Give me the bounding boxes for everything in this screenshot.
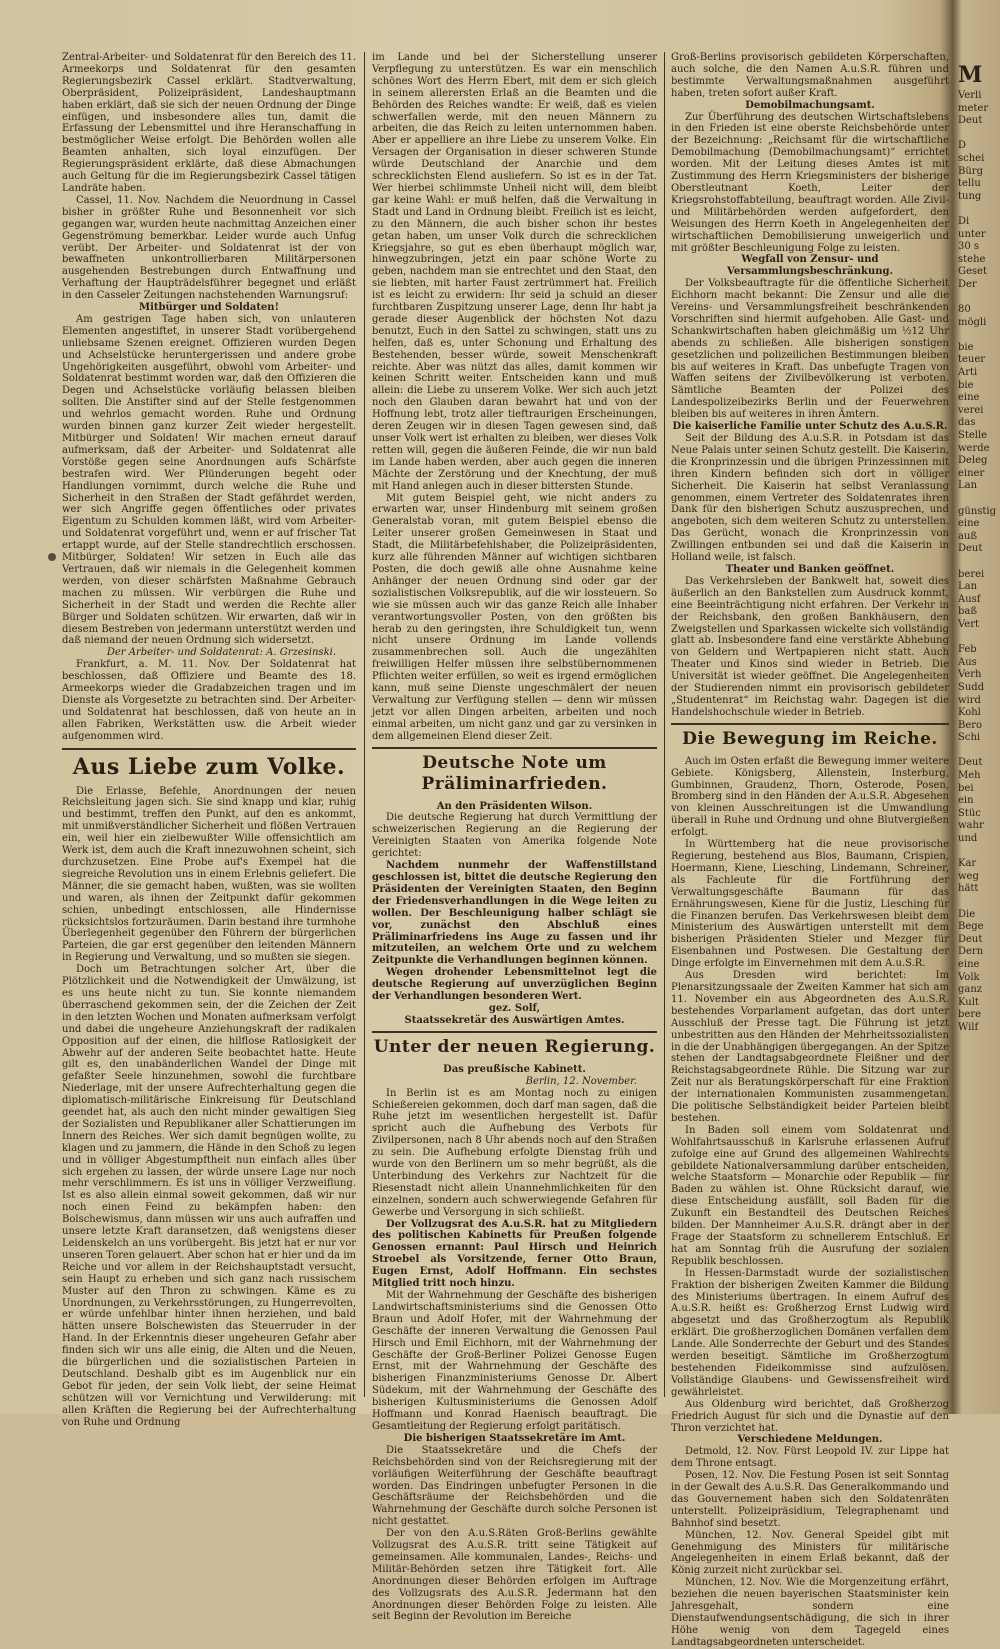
next-page-line: Schi [958, 732, 981, 744]
next-page-line: hätt [958, 883, 979, 895]
next-page-fragment [958, 60, 1000, 1400]
subheading: Das preußische Kabinett. [443, 1063, 586, 1075]
column-rule-1 [364, 52, 365, 1397]
article-paragraph: Die deutsche Regierung hat durch Vermittlung der schweizerischen Regierung an die Regierung der Vereinigten Staaten von Amerika folgende Note gerichtet: [372, 812, 657, 860]
next-page-line: bie [958, 341, 974, 353]
next-page-line: günstig [958, 505, 997, 517]
next-page-line: das [958, 417, 976, 429]
next-page-line: Verh [958, 669, 982, 681]
article-paragraph: Groß-Berlins provisorisch gebildeten Körperschaften, auch solche, die den Namen A.u.S.R. führen und bestimmte Verwaltungsmaßnahmen ausgeführt haben, treten sofort außer Kraft. [671, 52, 949, 99]
next-page-line: Kohl [958, 707, 981, 719]
next-page-line: eine [958, 392, 980, 404]
column-3 [671, 52, 949, 1648]
next-page-line: stehe [958, 253, 986, 265]
signature: gez. Solf, [488, 1002, 541, 1014]
next-page-line: bie [958, 379, 974, 391]
next-page-line [958, 203, 1000, 216]
next-page-line: Lan [958, 581, 978, 593]
next-page-line: Stelle [958, 430, 988, 442]
article-paragraph: Aus Oldenburg wird berichtet, daß Großherzog Friedrich August für sich und die Dynastie auf den Thron verzichtet hat. [671, 1398, 949, 1434]
next-page-line [958, 632, 1000, 645]
article-paragraph: Die Staatssekretäre und die Chefs der Reichsbehörden sind von der Reichsregierung mit der vorläufigen Weiterführung der Geschäfte beauftragt worden. Das Eindringen unbefugter Personen in die Geschäftsräume der Reichsbehörden und die Wahrnehmung der Geschäfte durch solche Personen ist nicht gestattet. [372, 1444, 657, 1528]
next-page-line: teuer [958, 354, 986, 366]
signature: Der Arbeiter- und Soldatenrat: A. Grzesinski. [106, 647, 336, 659]
note-text: Wegen drohender Lebensmittelnot legt die deutsche Regierung auf unverzüglichen Beginn der Verhandlungen besonderen Wert. [372, 967, 657, 1003]
news-item: Posen, 12. Nov. Die Festung Posen ist seit Sonntag in der Gewalt des A.u.S.R. Das Generalkommando und das Gouvernement haben sich den Soldatenräten unterstellt. Polizeipräsidium, Telegraphenamt und Bahnhof sind besetzt. [671, 1470, 949, 1529]
next-page-line: Feb [958, 644, 977, 656]
next-page-line: bere [958, 1009, 982, 1021]
punch-hole-mark [48, 553, 56, 561]
note-text: Nachdem nunmehr der Waffenstillstand geschlossen ist, bittet die deutsche Regierung den Präsidenten der Vereinigten Staaten, den Beginn der Friedensverhandlungen in die Wege leiten zu wollen. Der Beschleunigung halber schlägt sie vor, zunächst den Abschluß eines Präliminarfriedens ins Auge zu fassen und ihr mitzuteilen, an welchem Orte und zu welchem Zeitpunkte die Verhandlungen beginnen können. [372, 860, 657, 967]
article-paragraph: In Berlin ist es am Montag noch zu einigen Schießereien gekommen, doch darf man sagen, daß die Ruhe jetzt im wesentlichen hergestellt ist. Dafür spricht auch die Aufhebung des Verbots für Zivilpersonen, nach 8 Uhr abends noch auf den Straßen zu sein. Die Aufhebung erfolgte Dienstag früh und wurde von den Berlinern um so mehr begrüßt, als die Unterbindung des Verkehrs zur Nachtzeit für die Riesenstadt nicht allein Unannehmlichkeiten für den einzelnen, sondern auch schwerwiegende Gefahren für Gewerbe und Versorgung in sich schließt. [372, 1087, 657, 1218]
next-page-line: Arti [958, 367, 978, 379]
subheading: An den Präsidenten Wilson. [436, 800, 593, 812]
next-page-line [958, 493, 1000, 506]
appeal-heading: Mitbürger und Soldaten! [139, 302, 279, 314]
next-page-line: schei [958, 152, 985, 164]
next-page-line: mögli [958, 316, 987, 328]
next-page-line: Vert [958, 618, 980, 630]
signature-title: Staatssekretär des Auswärtigen Amtes. [404, 1014, 625, 1026]
column-rule-2 [664, 52, 665, 1397]
article-paragraph: Der von den A.u.S.Räten Groß-Berlins gewählte Vollzugsrat des A.u.S.R. tritt seine Tätigkeit auf gemeinsamen. Alle kommunalen, Landes-, Reichs- und Militär-Behörden setzen ihre Tätigkeit fort. Alle Anordnungen dieser Behörden erfolgen im Auftrage des Vollzugsrats des A.u.S.R. Jedermann hat den Anordnungen dieser Behörden Folge zu leisten. Alle seit Beginn der Revolution im Bereiche [372, 1528, 657, 1623]
next-page-line: ganz [958, 984, 983, 996]
article-paragraph: In Hessen-Darmstadt wurde der sozialistischen Fraktion der bisherigen Zweiten Kammer die Bildung des Ministeriums übertragen. In einem Aufruf des A.u.S.R. heißt es: Großherzog Ernst Ludwig wird abgesetzt und das Großherzogtum als Republik erklärt. Die großherzoglichen Domänen verfallen dem Lande. Alle Sonderrechte der Geburt und des Standes werden beseitigt. Sämtliche im Großherzogtum bestehenden Fideikommisse sind aufzulösen. Vollständige Glaubens- und Gewissensfreiheit wird gewährleistet. [671, 1267, 949, 1398]
next-page-line: Kar [958, 858, 977, 870]
next-page-line: D [958, 140, 967, 152]
next-page-line: Lan [958, 480, 978, 492]
article-paragraph: Zentral-Arbeiter- und Soldatenrat für den Bereich des 11. Armeekorps und Soldatenrat für den gesamten Regierungsbezirk Cassel erklärt. Stadtverwaltung, Oberpräsident, Polizeipräsident, Landeshauptmann haben erklärt, daß sie sich der neuen Ordnung der Dinge einfügen, und insbesondere alles tun, damit die Erfassung der Lebensmittel und ihre Heranschaffung in bestmöglicher Weise erfolgt. Die Behörden wollen alle Beamten anhalten, sich loyal einzufügen. Der Regierungspräsident erklärte, daß diese Abmachungen auch Geltung für die im Regierungsbezirk Cassel tätigen Landräte haben. [62, 52, 356, 194]
column-1 [62, 52, 356, 1428]
next-page-line: Verli [958, 90, 982, 101]
next-page-line: Kult [958, 996, 979, 1008]
article-paragraph: Frankfurt, a. M. 11. Nov. Der Soldatenrat hat beschlossen, daß Offiziere und Beamte des 18. Armeekorps wieder die Gradabzeichen tragen und im Dienste als Vorgesetzte zu betrachten sind. Der Arbeiter- und Soldatenrat hat beschlossen, daß von heute an in allen Fabriken, Werkstätten usw. die Arbeit wieder aufgenommen wird. [62, 659, 356, 742]
next-page-line: wahr [958, 820, 984, 832]
next-page-line: eine [958, 518, 980, 530]
next-page-line: Stüc [958, 807, 981, 819]
subheading: Theater und Banken geöffnet. [725, 563, 895, 575]
article-paragraph: Cassel, 11. Nov. Nachdem die Neuordnung in Cassel bisher in größter Ruhe und Besonnenheit vor sich gegangen war, wurden heute nachmittag Anzeichen einer Gegenströmung bemerkbar. Leider wurde auch Unfug verübt. Der Arbeiter- und Soldatenrat ist der von bewaffneten unkontrollierbaren Militärpersonen ausgehenden Bestrebungen durch Entwaffnung und Verhaftung der Haupträdelsführer begegnet und erläßt in den Casseler Zeitungen nachstehenden Warnungsruf: [62, 194, 356, 302]
next-page-line: Dern [958, 946, 984, 958]
next-page-line: Deut [958, 933, 983, 945]
section-rule [372, 1031, 657, 1033]
article-paragraph: Die Erlasse, Befehle, Anordnungen der neuen Reichsleitung jagen sich. Sie sind knapp und klar, ruhig und bestimmt, treffen den Punkt, auf den es ankommt, mit unmißverständlicher Sicherheit und flößen Vertrauen ein, weil hier ein zielbewußter Wille offensichtlich am Werk ist, dem auch die Kraft innezuwohnen scheint, sich durchzusetzen. Eine Probe auf's Exempel hat die siegreiche Revolution uns in einem Erlebnis geliefert. Die Männer, die sie gemacht haben, wußten, was sie wollten und waren, als ihnen der Zeitpunkt dafür gekommen schien, unbedingt entschlossen, alle Hindernisse rücksichtslos fortzuräumen. Darin bestand ihre turmhohe Überlegenheit gegenüber den Führern der bürgerlichen Parteien, die gar erst gegenüber den leitenden Männern in Regierung und Verwaltung, und so mußten sie siegen. [62, 785, 356, 964]
column-2 [372, 52, 657, 1623]
article-paragraph: Zur Überführung des deutschen Wirtschaftslebens in den Frieden ist eine oberste Reichsbehörde unter der Bezeichnung: „Reichsamt für die wirtschaftliche Demobilmachung (Demobilmachungsamt)“ errichtet worden. Mit der Leitung dieses Amtes ist mit Zustimmung des Herrn Kriegsministers der bisherige Oberstleutnant Koeth, Leiter der Kriegsrohstoffabteilung, beauftragt worden. Alle Zivil- und Militärbehörden werden aufgefordert, den Weisungen des Herrn Koeth in Angelegenheiten der wirtschaftlichen Demobilisierung unweigerlich und mit größter Beschleunigung Folge zu leisten. [671, 111, 949, 254]
next-page-line: auß [958, 530, 978, 542]
article-paragraph: Doch um Betrachtungen solcher Art, über die Plötzlichkeit und die Notwendigkeit der Umwälzung, ist es uns heute nicht zu tun. Sie konnte niemandem überraschend gekommen sein, der die Zeichen der Zeit in den letzten Wochen und Monaten aufmerksam verfolgt und dabei die ungeheure Anziehungskraft der radikalen Opposition auf der einen, die hilflose Ratlosigkeit der Abwehr auf der anderen Seite beobachtet hatte. Heute gilt es, den unabänderlichen Wandel der Dinge mit gefaßter Seele hinzunehmen, sowohl die furchtbare Niederlage, mit der unsere Aufrechterhaltung gegen die diplomatisch-militärische Einkreisung für Deutschland geendet hat, als auch den nicht minder gewaltigen Sieg der Sozialisten und Republikaner aller Schattierungen im Innern des Reiches. Wer sich damit begnügen wollte, zu klagen und zu jammern, die Hände in den Schoß zu legen und in völliger Abgestumpftheit nun einfach alles über sich ergehen zu lassen, der würde unsere Lage nur noch mehr verschlimmern. Es ist uns in völliger Verzweiflung. Ist es also allein einmal soweit gekommen, daß wir nur noch einen Feind zu bekämpfen haben: den Bolschewismus, dann müssen wir uns auch aufraffen und unsere letzte Kraft daransetzen, daß wenigstens dieser Leidenskelch an uns vorübergeht. Bis jetzt hat er nur vor unseren Toren gelauert. Aber schon hat er hier und da im Reiche und vor allem in der Reichshauptstadt versucht, sein Haupt zu erheben und sich ganz nach russischem Muster auf den Thron zu schwingen. Käme es zu Unordnungen, zu Verkehrsstörungen, zu Hungerrevolten, er würde unfehlbar hinter ihnen herziehen, und bald hätten unsere Bolschewisten das Steuerruder in der Hand. In der Erkenntnis dieser ungeheuren Gefahr aber finden sich wir uns alle einig, die Alten und die Neuen, die bürgerlichen und die sozialistischen Parteien in Deutschland. Deshalb gibt es im Augenblick nur ein Gebot für jeden, der sein Volk liebt, der seine Heimat schützen will vor Vernichtung und Verwilderung: mit allen Kräften die Regierung bei der Aufrechterhaltung von Ruhe und Ordnung [62, 964, 356, 1428]
next-page-line: baß [958, 606, 978, 618]
article-paragraph: Der Volksbeauftragte für die öffentliche Sicherheit Eichhorn macht bekannt: Die Zensur und alle die Vereins- und Versammlungsfreiheit beschränkenden Vorschriften sind hiermit aufgehoben. Alle Gast- und Schankwirtschaften haben gleichmäßig um ½12 Uhr abends zu schließen. Alle bisherigen sonstigen gesetzlichen und polizeilichen Bestimmungen bleiben bis auf weiteres in Kraft. Das unbefugte Tragen von Waffen seitens der Zivilbevölkerung ist verboten. Sämtliche Beamten der Polizei des Landespolizeibezirks Berlin und der Feuerwehren bleiben bis auf weiteres in ihren Ämtern. [671, 278, 949, 421]
article-paragraph: Aus Dresden wird berichtet: Im Plenarsitzungssaale der Zweiten Kammer hat sich am 11. November ein aus Abgeordneten des A.u.S.R. bestehendes Vorparlament aufgetan, das dort unter Ausschluß der Presse tagt. Die Führung ist jetzt unbestritten aus den Händen der Mehrheitssozialisten in die der Unabhängigen übergegangen. An der Spitze stehen der Landtagsabgeordnete Fleißner und der Reichstagsabgeordnete Rühle. Die Sitzung war zur Zeit nur als Beratungskörperschaft für eine Fraktion der internationalen Kommunisten zusammengetan. Die politische Selbständigkeit beider Parteien bleibt bestehen. [671, 970, 949, 1124]
next-page-line: Bürg [958, 165, 983, 177]
article-paragraph: Seit der Bildung des A.u.S.R. in Potsdam ist das Neue Palais unter seinen Schutz gestellt. Die Kaiserin, die Kronprinzessin und die übrigen Prinzessinnen mit ihren Kindern befinden sich dort in völliger Sicherheit. Die Kaiserin hat selbst Veranlassung genommen, einem Vertreter des Soldatenrates ihren Dank für den bisherigen Schutz auszusprechen, und angeboten, sich dem weiteren Schutz zu unterstellen. Das Gerücht, wonach die Kronprinzessin von Zwillingen entbunden sei und daß die Kaiserin in Holland weile, ist falsch. [671, 433, 949, 564]
next-page-line [958, 846, 1000, 859]
headline-aus-liebe-zum-volke: Aus Liebe zum Volke. [72, 753, 346, 780]
news-item: München, 12. Nov. General Speidel gibt mit Genehmigung des Ministers für militärische Angelegenheiten in einem Erlaß bekannt, daß der König zurzeit nicht zurückbar sei. [671, 1529, 949, 1577]
article-paragraph: Der Vollzugsrat des A.u.S.R. hat zu Mitgliedern des politischen Kabinetts für Preußen folgende Genossen ernannt: Paul Hirsch und Heinrich Stroebel als Vorsitzende, ferner Otto Braun, Eugen Ernst, Adolf Hoffmann. Ein sechstes Mitglied tritt noch hinzu. [372, 1218, 657, 1290]
next-page-line: Sudd [958, 681, 985, 693]
subheading: Die kaiserliche Familie unter Schutz des A.u.S.R. [672, 421, 948, 433]
next-page-line [958, 745, 1000, 758]
next-page-line: Deut [958, 757, 983, 769]
next-page-line: 30 s [958, 241, 980, 253]
next-page-line: M [958, 62, 983, 88]
next-page-line: einer [958, 467, 985, 479]
next-page-line: ein [958, 795, 974, 807]
next-page-line: Meh [958, 770, 981, 782]
next-page-line: eine [958, 958, 980, 970]
next-page-line: werde [958, 442, 990, 454]
next-page-line [958, 896, 1000, 909]
subheading: Demobilmachungsamt. [745, 99, 875, 111]
next-page-line: berei [958, 568, 985, 580]
article-paragraph: Auch im Osten erfaßt die Bewegung immer weitere Gebiete. Königsberg, Allenstein, Insterburg, Gumbinnen, Graudenz, Thorn, Osterode, Posen, Bromberg sind in den Händen der A.u.S.R. Abgesehen von kleinen Ausschreitungen ist die Umwandlung überall in Ruhe und Ordnung und ohne Blutvergießen erfolgt. [671, 755, 949, 839]
article-paragraph: Das Verkehrsleben der Bankwelt hat, soweit dies äußerlich an den Bankstellen zum Ausdruck kommt, eine Beeinträchtigung nicht erfahren. Der Verkehr in der Reichsbank, den großen Bankhäusern, den Zweigstellen und Sparkassen wickelte sich vollständig glatt ab. Insbesondere fand eine verstärkte Abhebung von Geldern und Wertpapieren nicht statt. Auch Theater und Kinos sind wieder in Betrieb. Die Universität ist wieder geöffnet. Die Angelegenheiten der Studierenden nimmt ein provisorisch gebildeter „Studentenrat“ im Reichstag wahr. Dagegen ist die Handelshochschule wieder in Betrieb. [671, 575, 949, 718]
article-paragraph: Am gestrigen Tage haben sich, von unlauteren Elementen angestiftet, in unserer Stadt vorübergehend unliebsame Szenen ereignet. Offizieren wurden Degen und Achselstücke heruntergerissen und andere grobe Ungehörigkeiten ausgeführt, obwohl vom Arbeiter- und Soldatenrat bestimmt worden war, daß den Offizieren die Degen und Achselstücke vorläufig belassen bleiben sollten. Die Anstifter sind auf der Stelle festgenommen und wehrlos gemacht worden. Ruhe und Ordnung wurden binnen ganz kurzer Zeit wieder hergestellt. Mitbürger und Soldaten! Wir machen erneut darauf aufmerksam, daß der Arbeiter- und Soldatenrat alle Vorstöße gegen seine Anordnungen aufs Schärfste bestrafen wird. Wer Plünderungen begeht oder Handlungen vornimmt, durch welche die Ruhe und Sicherheit in den Straßen der Stadt gefährdet werden, wer sich Angriffe gegen öffentliches oder privates Eigentum zu Schulden kommen läßt, wird vom Arbeiter- und Soldatenrat vorgeführt und, wenn er auf frischer Tat ertappt wurde, auf der Stelle standrechtlich erschossen. Mitbürger, Soldaten! Wir setzen in Euch alle das Vertrauen, daß wir niemals in die Gelegenheit kommen werden, von dieser schärfsten Maßnahme Gebrauch machen zu müssen. Wir verbürgen die Ruhe und Sicherheit in der Stadt und werden die Rechte aller Bürger und Soldaten schützen. Wir erwarten, daß wir in diesem Bestreben von jedermann unterstützt werden und daß niemand der neuen Ordnung sich widersetzt. [62, 313, 356, 647]
next-page-line: tellu [958, 178, 981, 190]
next-page-line: Geset [958, 266, 987, 278]
section-rule [62, 748, 356, 750]
article-paragraph: In Baden soll einem vom Soldatenrat und Wohlfahrtsausschuß in Karlsruhe erlassenen Aufruf zufolge eine auf Grund des allgemeinen Wahlrechts gebildete Nationalversammlung darüber entscheiden, welche Staatsform — Monarchie oder Republik — für Baden zu wählen ist. Ohne Rücksicht darauf, wie diese Entscheidung ausfällt, soll Baden für die Zukunft ein Bestandteil des Deutschen Reiches bilden. Der Mannheimer A.u.S.R. drängt aber in der Frage der Staatsform zu schnellerem Entschluß. Er hat am Sonntag früh die Ausrufung der sozialen Republik beschlossen. [671, 1124, 949, 1267]
article-paragraph: In Württemberg hat die neue provisorische Regierung, bestehend aus Blos, Baumann, Crispien, Hoermann, Kiene, Liesching, Lindemann, Schreiner, als Fachleute für die Fortführung der Verwaltungsgeschäfte Baumann für das Ernährungswesen, Kiene für die Justiz, Liesching für die Finanzen berufen. Das Verkehrswesen bleibt dem Ministerium des Auswärtigen unterstellt mit dem bisherigen Präsidenten Stieler und Mezger für Eisenbahnen und Postwesen. Die Gestaltung der Dinge erfolgte im Einvernehmen mit dem A.u.S.R. [671, 839, 949, 970]
next-page-line: Der [958, 278, 977, 290]
news-item: Detmold, 12. Nov. Fürst Leopold IV. zur Lippe hat dem Throne entsagt. [671, 1446, 949, 1470]
next-page-line [958, 556, 1000, 569]
next-page-line: Wilf [958, 1021, 979, 1033]
section-rule [671, 723, 949, 725]
next-page-line [958, 329, 1000, 342]
next-page-line: tung [958, 190, 982, 202]
next-page-line: Bege [958, 921, 984, 933]
headline-bewegung-im-reiche: Die Bewegung im Reiche. [682, 728, 938, 749]
next-page-line: und [958, 833, 978, 845]
next-page-line: weg [958, 870, 979, 882]
dateline: Berlin, 12. November. [525, 1075, 637, 1087]
next-page-line: Aus [958, 656, 977, 668]
next-page-line [958, 128, 1000, 141]
section-rule [372, 747, 657, 749]
news-item: München, 12. Nov. Wie die Morgenzeitung erfährt, beziehen die neuen bayerischen Staatsminister kein Jahresgehalt, sondern eine Dienstaufwendungsentschädigung, die sich in ihrer Höhe wenig von dem Tagegeld eines Landtagsabgeordneten unterscheidet. [671, 1577, 949, 1648]
next-page-line: Bero [958, 719, 983, 731]
next-page-line: wird [958, 694, 981, 706]
article-paragraph: im Lande und bei der Sicherstellung unserer Verpflegung zu unterstützen. Es war ein menschlich schönes Wort des Herrn Ebert, mit dem er sich gleich in seinem allerersten Erlaß an die Beamten und die Behörden des Reiches wandte: Er weiß, daß es vielen schwerfallen werde, mit den neuen Männern zu arbeiten, die das Reich zu leiten unternommen haben. Aber er appelliere an ihre Liebe zu unserem Volke. Ein Versagen der Organisation in dieser schweren Stunde würde Deutschland der Anarchie und dem schrecklichsten Elend ausliefern. So ist es in der Tat. Wer hierbei schlimmste Unheil nicht will, dem bleibt gar keine Wahl: er muß helfen, daß die Verwaltung in Stadt und Land in Ordnung bleibt. Freilich ist es leicht, zu den Männern, die auch bisher schon ihr bestes getan haben, um unser Volk durch die schrecklichen Kriegsjahre, so gut es eben überhaupt möglich war, hinwegzubringen, jetzt ein paar schöne Worte zu geben, nachdem man sie entrechtet und den Staat, den sie liebten, mit harter Faust zertrümmert hat. Freilich ist es leicht zu erwidern: Ihr seid ja schuld an dieser furchtbaren Zuspitzung unserer Lage, denn Ihr habt ja gerade dieser Augenblick der höchsten Not dazu benutzt, Euch in den Sattel zu schwingen, statt uns zu helfen, daß es, unter Schonung und Erhaltung des Bestehenden, besser würde, soweit Menschenkraft reichte. Aber was nützt das alles, damit kommen wir keinen Schritt weiter. Entscheiden kann und muß allein: die Liebe zu unserem Volke. Wer sich auch jetzt noch den Glauben daran bewahrt hat und von der Hoffnung lebt, trotz aller tieftraurigen Erscheinungen, deren Zeugen wir in diesen Tagen gewesen sind, daß unser Volk wert ist erhalten zu bleiben, wer dieses Volk retten will, gegen die äußeren Feinde, die wir nun bald im Lande haben werden, aber auch gegen die inneren Mächte der Zerstörung und der Knechtung, der muß mit Hand anlegen auch in dieser bittersten Stunde. [372, 52, 657, 492]
article-paragraph: Mit gutem Beispiel geht, wie nicht anders zu erwarten war, unser Hindenburg mit seinem großen Generalstab voran, mit gutem Beispiel ebenso die Leiter unserer großen Gemeinwesen in Staat und Stadt, die Militärbefehlshaber, die Polizeipräsidenten, kurz alle führenden Männer auf wichtigen sichtbaren Posten, die doch gewiß alle ohne Ausnahme keine Anhänger der neuen Ordnung sind oder gar der sozialistischen Volksrepublik, auf die wir lossteuern. So wie sie müssen auch wir das ganze Reich alle Inhaber verantwortungsvoller Posten, von den größten bis herab zu den geringsten, ihre Schuldigkeit tun, wenn nicht unsere Ordnung im Lande vollends zusammenbrechen soll. Auch die ungezählten freiwilligen Helfer müssen ihre selbstübernommenen Pflichten weiter erfüllen, so weit es irgend ermöglichen kann, muß seine Dienste ungeschmälert der neuen Verwaltung zur Verfügung stellen — denn wir müssen jetzt vor allen Dingen arbeiten, arbeiten und noch einmal arbeiten, um nicht ganz und gar zu versinken in dem allgemeinen Elend dieser Zeit. [372, 492, 657, 742]
next-page-line: Deleg [958, 455, 988, 467]
next-page-line: Ausf [958, 593, 981, 605]
next-page-line: verei [958, 404, 984, 416]
article-paragraph: Mit der Wahrnehmung der Geschäfte des bisherigen Landwirtschaftsministeriums sind die Genossen Otto Braun und Adolf Hofer, mit der Wahrnehmung der Geschäfte der inneren Verwaltung die Genossen Paul Hirsch und Emil Eichhorn, mit der Wahrnehmung der Geschäfte der Groß-Berliner Polizei Genosse Eugen Ernst, mit der Wahrnehmung der Geschäfte des bisherigen Finanzministeriums Genosse Dr. Albert Südekum, mit der Wahrnehmung der Geschäfte des bisherigen Kultusministeriums die Genossen Adolf Hoffmann und Konrad Haenisch beauftragt. Die Gesamtleitung der Regierung erfolgt paritätisch. [372, 1290, 657, 1432]
next-page-line: meter [958, 102, 989, 114]
next-page-line: unter [958, 228, 986, 240]
next-page-line: 80 [958, 304, 971, 316]
next-page-line: Deut [958, 543, 983, 555]
next-page-line: bei [958, 782, 974, 794]
subheading: Wegfall von Zensur- und Versammlungsbeschränkung. [726, 254, 893, 278]
next-page-line: Deut [958, 115, 983, 127]
subheading: Verschiedene Meldungen. [737, 1434, 883, 1446]
next-page-line: Die [958, 908, 976, 920]
headline-unter-der-neuen-regierung: Unter der neuen Regierung. [373, 1036, 656, 1057]
headline-deutsche-note: Deutsche Note um Präliminarfrieden. [421, 752, 608, 794]
subheading: Die bisherigen Staatssekretäre im Amt. [403, 1432, 626, 1444]
next-page-line: Di [958, 215, 970, 227]
next-page-line: Volk [958, 971, 980, 983]
next-page-line [958, 292, 1000, 305]
